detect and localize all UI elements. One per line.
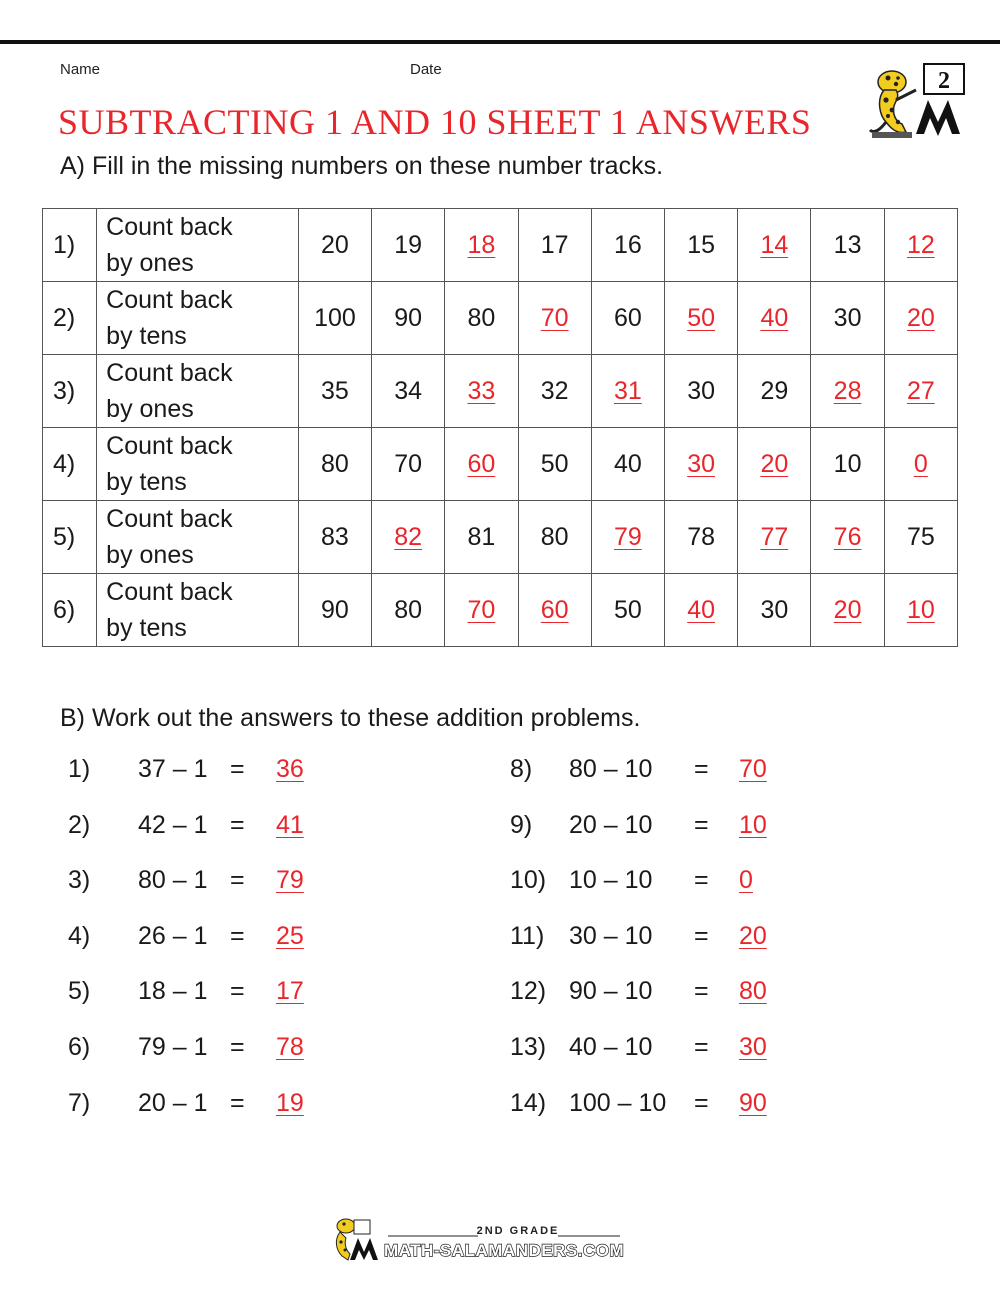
problem-equals: = xyxy=(694,921,709,950)
problem-number: 6) xyxy=(68,1033,91,1061)
track-given-cell xyxy=(372,209,445,282)
track-answer-cell xyxy=(811,574,884,647)
problem-item xyxy=(510,866,810,906)
problem-expression: 20 – 10 xyxy=(569,810,653,839)
problem-item xyxy=(68,977,368,1017)
track-description xyxy=(97,501,299,574)
track-row xyxy=(43,574,958,647)
math-salamanders-footer-logo xyxy=(328,1214,624,1264)
track-given-value: 17 xyxy=(540,230,569,259)
track-answer-cell xyxy=(738,209,811,282)
track-given-cell xyxy=(738,574,811,647)
problem-expression: 30 – 10 xyxy=(569,921,653,950)
track-answer-value: 20 xyxy=(833,595,862,624)
problem-expression: 79 – 1 xyxy=(138,1033,208,1061)
track-given-value: 50 xyxy=(540,449,569,478)
track-given-value: 32 xyxy=(540,376,569,405)
track-description-line1: Count back xyxy=(106,505,233,533)
date-label: Date xyxy=(410,61,442,78)
problem-number: 8) xyxy=(510,755,533,783)
track-given-value: 100 xyxy=(314,303,356,332)
track-given-cell xyxy=(372,428,445,501)
problem-item xyxy=(68,1033,368,1073)
problem-number: 7) xyxy=(68,1088,91,1117)
track-given-cell xyxy=(811,209,884,282)
track-row-number: 5) xyxy=(43,501,97,574)
footer-grade-text: 2ND GRADE xyxy=(476,1225,560,1237)
problem-equals: = xyxy=(230,810,245,839)
problem-item xyxy=(510,1089,810,1129)
track-given-cell xyxy=(665,209,738,282)
track-answer-value: 77 xyxy=(760,522,789,551)
problem-equals: = xyxy=(230,1088,245,1117)
track-given-value: 34 xyxy=(394,376,423,405)
track-description xyxy=(97,428,299,501)
track-given-cell xyxy=(298,355,371,428)
track-answer-value: 40 xyxy=(760,303,789,332)
problem-answer: 0 xyxy=(739,866,753,895)
track-given-cell xyxy=(445,501,518,574)
problem-expression: 100 – 10 xyxy=(569,1088,667,1117)
track-given-cell xyxy=(298,282,371,355)
track-answer-value: 14 xyxy=(760,230,789,259)
track-given-value: 15 xyxy=(687,230,716,259)
problem-equals: = xyxy=(694,1033,709,1061)
track-answer-value: 60 xyxy=(540,595,569,624)
problem-equals: = xyxy=(694,1088,709,1117)
track-given-cell xyxy=(665,355,738,428)
top-rule xyxy=(0,40,1000,44)
track-answer-cell xyxy=(518,574,591,647)
section-a-heading: A) Fill in the missing numbers on these number tracks. xyxy=(60,152,664,180)
track-answer-value: 82 xyxy=(394,522,423,551)
problem-expression: 20 – 1 xyxy=(138,1088,208,1117)
track-given-value: 50 xyxy=(613,595,642,624)
track-answer-value: 50 xyxy=(687,303,716,332)
track-row xyxy=(43,428,958,501)
problem-item xyxy=(510,977,810,1017)
track-given-value: 80 xyxy=(540,522,569,551)
track-given-cell xyxy=(372,282,445,355)
track-given-cell xyxy=(518,428,591,501)
track-given-value: 80 xyxy=(394,595,423,624)
track-description xyxy=(97,282,299,355)
problem-equals: = xyxy=(230,1033,245,1061)
track-answer-cell xyxy=(445,355,518,428)
track-given-value: 75 xyxy=(906,522,935,551)
track-description-line2: by ones xyxy=(106,541,194,569)
track-answer-cell xyxy=(738,282,811,355)
track-answer-value: 12 xyxy=(906,230,935,259)
problem-expression: 37 – 1 xyxy=(138,755,208,783)
track-given-cell xyxy=(518,355,591,428)
track-description xyxy=(97,209,299,282)
problem-answer: 80 xyxy=(739,977,767,1006)
track-given-cell xyxy=(738,355,811,428)
track-given-cell xyxy=(884,501,957,574)
track-answer-cell xyxy=(445,574,518,647)
track-given-value: 80 xyxy=(467,303,496,332)
track-answer-value: 33 xyxy=(467,376,496,405)
problem-item xyxy=(510,922,810,962)
problem-equals: = xyxy=(694,866,709,895)
track-answer-value: 70 xyxy=(540,303,569,332)
track-answer-value: 27 xyxy=(906,376,935,405)
problem-item xyxy=(510,755,810,795)
problem-answer: 79 xyxy=(276,866,304,895)
section-b-heading: B) Work out the answers to these addition problems. xyxy=(60,704,641,732)
problem-equals: = xyxy=(230,921,245,950)
track-description-line2: by tens xyxy=(106,468,187,496)
track-answer-cell xyxy=(665,574,738,647)
math-salamanders-logo xyxy=(866,60,968,144)
track-answer-cell xyxy=(811,355,884,428)
track-answer-cell xyxy=(445,209,518,282)
track-row-number: 2) xyxy=(43,282,97,355)
track-answer-cell xyxy=(665,282,738,355)
problem-answer: 19 xyxy=(276,1088,304,1117)
track-answer-cell xyxy=(591,355,664,428)
track-answer-value: 70 xyxy=(467,595,496,624)
track-given-value: 81 xyxy=(467,522,496,551)
track-answer-value: 31 xyxy=(613,376,642,405)
track-given-value: 30 xyxy=(833,303,862,332)
track-given-cell xyxy=(372,355,445,428)
track-given-value: 29 xyxy=(760,376,789,405)
track-given-value: 90 xyxy=(394,303,423,332)
track-answer-cell xyxy=(884,428,957,501)
problem-number: 14) xyxy=(510,1088,547,1117)
problem-item xyxy=(68,755,368,795)
track-given-value: 10 xyxy=(833,449,862,478)
track-given-cell xyxy=(591,428,664,501)
track-given-value: 13 xyxy=(833,230,862,259)
footer-site-text: MATH-SALAMANDERS.COM xyxy=(384,1241,624,1260)
track-answer-cell xyxy=(884,574,957,647)
track-given-cell xyxy=(372,574,445,647)
problem-expression: 10 – 10 xyxy=(569,866,653,895)
logo-grade-text: 2 xyxy=(938,68,950,94)
track-description-line2: by tens xyxy=(106,614,187,642)
number-tracks-table xyxy=(42,208,958,647)
problem-item xyxy=(510,1033,810,1073)
track-answer-cell xyxy=(884,355,957,428)
problem-answer: 90 xyxy=(739,1088,767,1117)
problem-equals: = xyxy=(230,977,245,1006)
track-row xyxy=(43,355,958,428)
track-given-value: 78 xyxy=(687,522,716,551)
track-answer-value: 60 xyxy=(467,449,496,478)
track-answer-value: 30 xyxy=(687,449,716,478)
problem-answer: 70 xyxy=(739,755,767,783)
problem-equals: = xyxy=(694,810,709,839)
track-answer-value: 76 xyxy=(833,522,862,551)
track-description-line1: Count back xyxy=(106,359,233,387)
problem-answer: 20 xyxy=(739,921,767,950)
track-description xyxy=(97,574,299,647)
problem-equals: = xyxy=(694,755,709,783)
problem-number: 12) xyxy=(510,977,547,1006)
problem-answer: 10 xyxy=(739,810,767,839)
problem-number: 11) xyxy=(510,921,545,950)
problem-equals: = xyxy=(694,977,709,1006)
track-row xyxy=(43,501,958,574)
track-answer-value: 0 xyxy=(913,449,928,478)
track-row xyxy=(43,282,958,355)
track-given-cell xyxy=(298,574,371,647)
track-given-cell xyxy=(298,209,371,282)
track-answer-cell xyxy=(372,501,445,574)
track-given-value: 80 xyxy=(321,449,349,478)
track-given-cell xyxy=(811,428,884,501)
track-given-value: 90 xyxy=(321,595,349,624)
problem-equals: = xyxy=(230,866,245,895)
track-given-cell xyxy=(298,428,371,501)
problem-expression: 18 – 1 xyxy=(138,977,208,1006)
track-given-value: 83 xyxy=(321,522,349,551)
track-given-cell xyxy=(591,282,664,355)
track-given-cell xyxy=(298,501,371,574)
problem-item xyxy=(68,811,368,851)
problem-answer: 41 xyxy=(276,810,304,839)
track-given-value: 40 xyxy=(613,449,642,478)
track-given-value: 30 xyxy=(760,595,789,624)
track-row-number: 6) xyxy=(43,574,97,647)
problem-number: 13) xyxy=(510,1033,547,1061)
problem-expression: 26 – 1 xyxy=(138,921,208,950)
problem-number: 9) xyxy=(510,810,533,839)
problem-number: 4) xyxy=(68,921,91,950)
track-answer-cell xyxy=(445,428,518,501)
track-answer-value: 20 xyxy=(760,449,789,478)
problem-number: 5) xyxy=(68,977,91,1006)
problem-answer: 78 xyxy=(276,1033,304,1061)
track-given-cell xyxy=(591,209,664,282)
problem-expression: 80 – 10 xyxy=(569,755,653,783)
problem-answer: 17 xyxy=(276,977,304,1006)
track-answer-cell xyxy=(884,282,957,355)
track-answer-cell xyxy=(518,282,591,355)
problem-expression: 40 – 10 xyxy=(569,1033,653,1061)
track-given-cell xyxy=(811,282,884,355)
track-given-cell xyxy=(591,574,664,647)
track-answer-value: 28 xyxy=(833,376,862,405)
track-answer-cell xyxy=(591,501,664,574)
track-answer-value: 10 xyxy=(906,595,935,624)
problem-equals: = xyxy=(230,755,245,783)
track-row-number: 1) xyxy=(43,209,97,282)
track-given-value: 19 xyxy=(394,230,423,259)
track-answer-value: 20 xyxy=(906,303,935,332)
track-given-value: 30 xyxy=(687,376,716,405)
track-row-number: 3) xyxy=(43,355,97,428)
track-given-cell xyxy=(445,282,518,355)
track-given-cell xyxy=(665,501,738,574)
track-answer-value: 18 xyxy=(467,230,496,259)
track-description-line1: Count back xyxy=(106,578,233,606)
track-given-cell xyxy=(518,501,591,574)
track-description-line2: by tens xyxy=(106,322,187,350)
problem-answer: 30 xyxy=(739,1033,767,1061)
track-given-cell xyxy=(518,209,591,282)
problem-item xyxy=(68,922,368,962)
track-description xyxy=(97,355,299,428)
problem-item xyxy=(68,866,368,906)
problem-item xyxy=(68,1089,368,1129)
problem-number: 2) xyxy=(68,810,91,839)
track-answer-value: 40 xyxy=(687,595,716,624)
problem-item xyxy=(510,811,810,851)
track-given-value: 70 xyxy=(394,449,423,478)
track-description-line1: Count back xyxy=(106,286,233,314)
worksheet-title: SUBTRACTING 1 AND 10 SHEET 1 ANSWERS xyxy=(58,102,812,142)
problem-answer: 36 xyxy=(276,755,304,783)
problem-number: 1) xyxy=(68,755,91,783)
track-answer-cell xyxy=(884,209,957,282)
track-answer-value: 79 xyxy=(613,522,642,551)
problem-answer: 25 xyxy=(276,921,304,950)
track-answer-cell xyxy=(738,501,811,574)
problem-expression: 42 – 1 xyxy=(138,810,208,839)
track-given-value: 16 xyxy=(613,230,642,259)
problem-number: 3) xyxy=(68,866,91,895)
problem-expression: 90 – 10 xyxy=(569,977,653,1006)
track-description-line2: by ones xyxy=(106,249,194,277)
track-given-value: 20 xyxy=(321,230,349,259)
subtraction-problems xyxy=(0,755,1000,1145)
track-description-line1: Count back xyxy=(106,213,233,241)
track-description-line1: Count back xyxy=(106,432,233,460)
track-answer-cell xyxy=(665,428,738,501)
track-row xyxy=(43,209,958,282)
track-given-value: 35 xyxy=(321,376,349,405)
track-row-number: 4) xyxy=(43,428,97,501)
track-answer-cell xyxy=(738,428,811,501)
problem-expression: 80 – 1 xyxy=(138,866,208,895)
problem-number: 10) xyxy=(510,866,547,895)
track-answer-cell xyxy=(811,501,884,574)
track-description-line2: by ones xyxy=(106,395,194,423)
track-given-value: 60 xyxy=(613,303,642,332)
name-label: Name xyxy=(60,61,101,78)
